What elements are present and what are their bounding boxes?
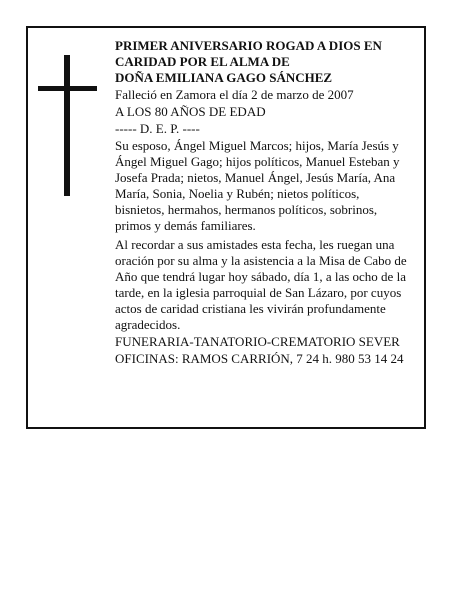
death-info: Falleció en Zamora el día 2 de marzo de 2007 [115, 87, 354, 102]
family-line: Su esposo, Ángel Miguel Marcos; hijos, María Jesús y [115, 138, 399, 153]
family-line: María, Sonia, Noelia y Rubén; nietos políticos, [115, 186, 360, 201]
family-line: bisnietos, hermahos, hermanos políticos, sobrinos, [115, 202, 378, 217]
message-line: tarde, en la iglesia parroquial de San Lázaro, por cuyos [115, 285, 402, 300]
cross-horizontal-bar [38, 86, 97, 91]
message-paragraph [115, 237, 420, 333]
family-line: primos y demás familiares. [115, 218, 256, 233]
message-line: oración por su alma y la asistencia a la Misa de Cabo de [115, 253, 407, 268]
message-line: actos de caridad cristiana les vivirán profundamente [115, 301, 386, 316]
family-line: Josefa Prada; nietos, Manuel Ángel, Jesús María, Ana [115, 170, 396, 185]
family-line: Ángel Miguel Gago; hijos políticos, Manuel Esteban y [115, 154, 400, 169]
cross-vertical-bar [64, 55, 70, 196]
age-line: A LOS 80 AÑOS DE EDAD [115, 104, 266, 119]
obituary-text [115, 38, 420, 367]
heading-line: CARIDAD POR EL ALMA DE [115, 54, 290, 69]
offices-line: OFICINAS: RAMOS CARRIÓN, 7 24 h. 980 53 14 24 [115, 351, 404, 366]
rip-line: ----- D. E. P. ---- [115, 121, 200, 136]
funeral-home: FUNERARIA-TANATORIO-CREMATORIO SEVER [115, 334, 400, 349]
heading-line: PRIMER ANIVERSARIO ROGAD A DIOS EN [115, 38, 382, 53]
message-line: Año que tendrá lugar hoy sábado, día 1, a las ocho de la [115, 269, 406, 284]
message-line: Al recordar a sus amistades esta fecha, les ruegan una [115, 237, 395, 252]
family-paragraph [115, 138, 420, 234]
heading-line: DOÑA EMILIANA GAGO SÁNCHEZ [115, 70, 333, 85]
obituary-heading [115, 38, 420, 86]
message-line: agradecidos. [115, 317, 181, 332]
